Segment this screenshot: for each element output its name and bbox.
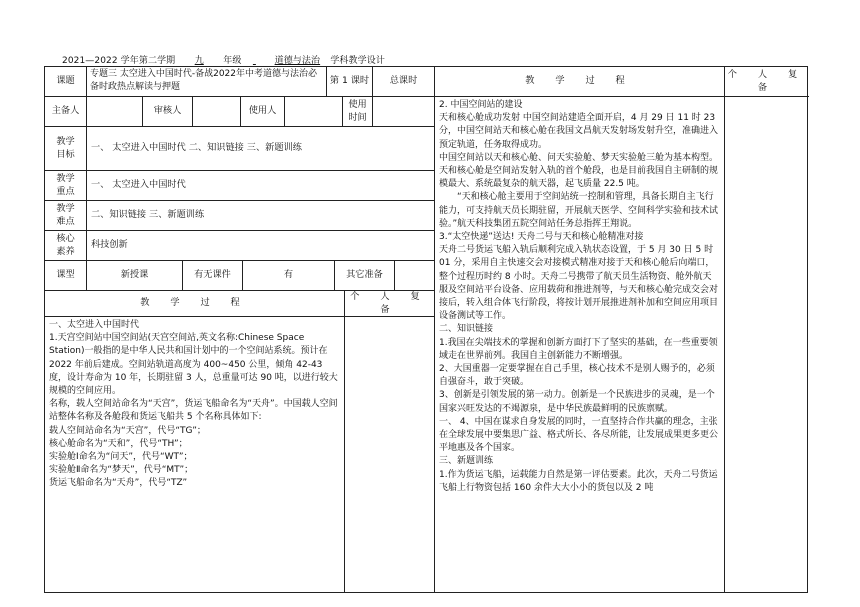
document-header — [62, 53, 385, 66]
header-grade-label: 年级 — [223, 56, 242, 66]
difficult-point-label: 教学难点 — [45, 201, 87, 231]
period-label: 第 1 课时 — [327, 67, 373, 97]
courseware-value: 有 — [243, 261, 335, 291]
other-prep-value — [395, 261, 435, 291]
paragraph: 核心舱命名为“天和”，代号“TH”； — [49, 438, 188, 449]
paragraph: 二、知识链接 — [439, 324, 494, 335]
use-time-label: 使用时间 — [343, 97, 373, 127]
paragraph: 1.天宫空间站中国空间站(天宫空间站,英文名称:Chinese Space Station)一般指的是中华人民共和国计划中的一个空间站系统。预计在 2022 年前后建成。空间站轨道高度为 400~450 公里，倾角 42-43 度，设计寿命为 10 年，长期驻留 3 人，总重量可达 90 吨，以进行较大规模的空间应用。 — [49, 333, 338, 397]
core-literacy-value: 科技创新 — [87, 231, 435, 261]
paragraph: 名称，载人空间站命名为“天宫”，货运飞船命名为“天舟”。中国载人空间站整体名称及各舱段和货运飞船共 5 个名称具体如下: — [49, 399, 338, 423]
difficult-point-value: 二、知识链接 三、新题训练 — [87, 201, 435, 231]
courseware-label: 有无课件 — [183, 261, 243, 291]
process-header-left: 教 学 过 程 — [45, 291, 345, 317]
left-personal-notes — [345, 317, 435, 593]
paragraph: 一、 4、中国在谋求自身发展的同时，一直坚持合作共赢的理念，主张在全球发展中要集思广益、格式所长、各尽所能，让发展成果更多更公平地惠及各个国家。 — [439, 416, 719, 454]
paragraph: 实验舱Ⅱ命名为“梦天”，代号“MT”； — [49, 465, 194, 476]
paragraph: 实验舱Ⅰ命名为“问天”，代号“WT”； — [49, 452, 193, 463]
right-process-content — [435, 97, 725, 593]
paragraph: 天舟二号货运飞船入轨后顺利完成入轨状态设置，于 5 月 30 日 5 时 01 分，采用自主快速交会对接模式精准对接于天和核心舱后向端口，整个过程历时约 8 小时。天舟二号携带了航天员生活物资、舱外航天服及空间站平台设备、应用载荷和推进剂等，与天和核心舱完成交会对接后，转入组合体飞行阶段，将按计划开展推进剂补加和空间应用项目设备测试等工作。 — [439, 245, 719, 322]
paragraph: 中国空间站以天和核心舱、问天实验舱、梦天实验舱三舱为基本构型。天和核心舱是空间站发射入轨的首个舱段，也是目前我国自主研制的规模最大、系统最复杂的航天器，起飞质量 22.5 吨。 — [439, 152, 719, 190]
personal-header-right: 个 人 复 备 — [725, 67, 809, 97]
header-suffix: 学科教学设计 — [330, 56, 385, 66]
process-header-right: 教 学 过 程 — [435, 67, 725, 97]
paragraph: 2. 中国空间站的建设 — [439, 100, 523, 110]
paragraph: 2、大国重器一定要掌握在自己手里，核心技术不是别人赐予的，必须自强奋斗，敢于突破。 — [439, 364, 715, 388]
lesson-type-label: 课型 — [45, 261, 87, 291]
header-blank — [244, 56, 264, 66]
paragraph: 1.我国在尖端技术的掌握和创新方面打下了坚实的基础，在一些重要领域走在世界前列。我国自主创新能力不断增强。 — [439, 337, 718, 361]
header-grade: 九 — [194, 56, 204, 66]
personal-header-left: 个 人 复 备 — [345, 291, 435, 317]
key-point-value: 一、 太空进入中国时代 — [87, 171, 435, 201]
paragraph: 天和核心舱成功发射 中国空间站建造全面开启，4 月 29 日 11 时 23 分，中国空间站天和核心舱在我国文昌航天发射场发射升空，准确进入预定轨道，任务取得成功。 — [439, 113, 719, 150]
header-term: 2021—2022 学年第二学期 — [62, 56, 176, 66]
total-periods-label: 总课时 — [373, 67, 435, 97]
preparer-value — [87, 97, 143, 127]
paragraph: 三、新题训练 — [439, 456, 494, 467]
user-label: 使用人 — [241, 97, 285, 127]
paragraph: 3、创新是引领发展的第一动力。创新是一个民族进步的灵魂，是一个国家兴旺发达的不竭源泉，是中华民族最鲜明的民族禀赋。 — [439, 390, 715, 414]
paragraph: 载人空间站命名为“天宫”，代号“TG”； — [49, 425, 206, 436]
key-point-label: 教学重点 — [45, 171, 87, 201]
paragraph: 货运飞船命名为“天舟”，代号“TZ” — [49, 478, 188, 489]
use-time-value — [373, 97, 435, 127]
left-process-content — [45, 317, 345, 593]
paragraph: 3.“太空快递”送达! 天舟二号与天和核心舱精准对接 — [439, 232, 644, 243]
preparer-label: 主备人 — [45, 97, 87, 127]
user-value — [285, 97, 343, 127]
paragraph: 1.作为货运飞船，运载能力自然是第一评估要素。此次，天舟二号货运飞船上行物资包括 160 余件大大小小的货包以及 2 吨 — [439, 469, 718, 493]
topic-label: 课题 — [45, 67, 87, 97]
lesson-plan-table — [44, 66, 808, 593]
paragraph: “天和核心舱主要用于空间站统一控制和管理，具备长期自主飞行能力，可支持航天员长期驻留，开展航天医学、空间科学实验和技术试验。”航天科技集团五院空间站任务总指挥王翔说。 — [439, 192, 719, 229]
lesson-type-value: 新授课 — [87, 261, 183, 291]
reviewer-label: 审核人 — [143, 97, 193, 127]
paragraph: 一、太空进入中国时代 — [49, 320, 140, 330]
goal-label: 教学目标 — [45, 127, 87, 171]
topic-value: 专题三 太空进入中国时代-备战2022年中考道德与法治必备时政热点解读与押题 — [87, 67, 327, 97]
core-literacy-label: 核心素养 — [45, 231, 87, 261]
header-subject: 道德与法治 — [274, 56, 321, 66]
reviewer-value — [193, 97, 241, 127]
right-personal-notes — [725, 97, 809, 593]
other-prep-label: 其它准备 — [335, 261, 395, 291]
goal-value: 一、 太空进入中国时代 二、知识链接 三、新题训练 — [87, 127, 435, 171]
